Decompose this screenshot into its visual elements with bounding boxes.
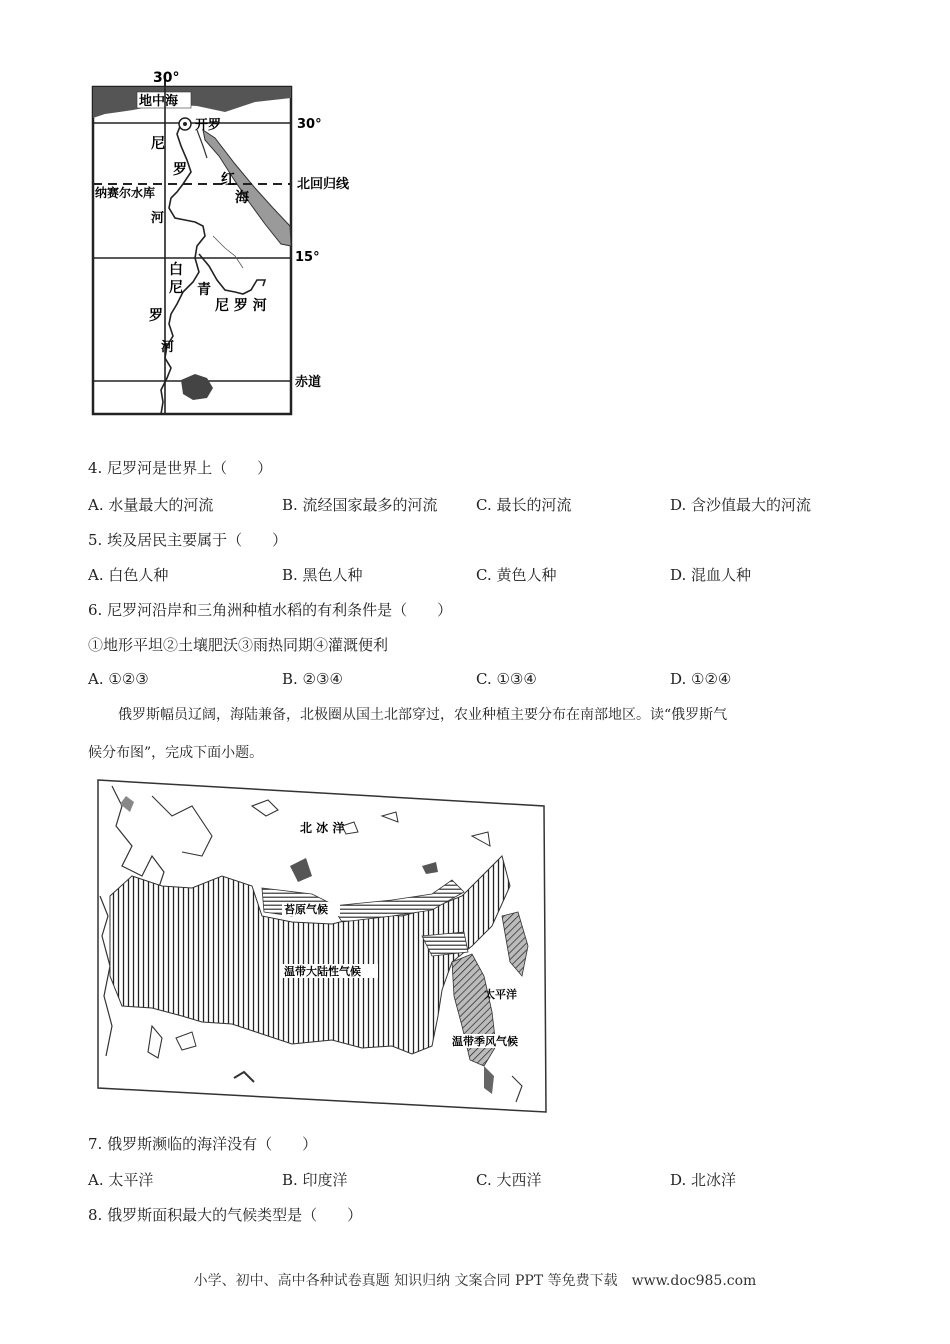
nile-label-2: 罗	[173, 162, 187, 178]
question-8-stem: 8. 俄罗斯面积最大的气候类型是（ ）	[88, 1206, 363, 1224]
tundra-label: 苔原气候	[284, 903, 328, 916]
q6-option-b[interactable]: B. ②③④	[282, 670, 343, 688]
question-7-stem: 7. 俄罗斯濒临的海洋没有（ ）	[88, 1135, 318, 1153]
q7-option-a[interactable]: A. 太平洋	[88, 1171, 154, 1189]
red-sea-label-1: 红	[221, 172, 235, 188]
intro-line-1: 俄罗斯幅员辽阔，海陆兼备，北极圈从国土北部穿过，农业种植主要分布在南部地区。读“俄罗斯气	[118, 707, 728, 723]
pacific-label: 太平洋	[484, 988, 517, 1001]
q6-option-a[interactable]: A. ①②③	[88, 670, 149, 688]
lon30-top-label: 30°	[153, 70, 180, 86]
page-footer: 小学、初中、高中各种试卷真题 知识归纳 文案合同 PPT 等免费下载 www.doc985.com	[193, 1273, 757, 1289]
q5-option-a[interactable]: A. 白色人种	[88, 566, 169, 584]
question-6-conditions: ①地形平坦②土壤肥沃③雨热同期④灌溉便利	[88, 636, 389, 654]
red-sea-label-2: 海	[235, 190, 249, 206]
q5-option-b[interactable]: B. 黑色人种	[282, 566, 363, 584]
nile-map	[85, 68, 385, 420]
question-5-stem: 5. 埃及居民主要属于（ ）	[88, 531, 288, 549]
map-frame	[93, 87, 291, 414]
question-4-stem: 4. 尼罗河是世界上（ ）	[88, 459, 273, 477]
q7-option-d[interactable]: D. 北冰洋	[670, 1171, 737, 1189]
q7-option-b[interactable]: B. 印度洋	[282, 1171, 348, 1189]
question-6-stem: 6. 尼罗河沿岸和三角洲种植水稻的有利条件是（ ）	[88, 601, 453, 619]
q4-option-b[interactable]: B. 流经国家最多的河流	[282, 496, 438, 514]
q4-option-a[interactable]: A. 水量最大的河流	[88, 496, 214, 514]
nile-label-3: 河	[151, 211, 165, 226]
lat15-label: 15°	[295, 250, 320, 265]
lat30-label: 30°	[297, 117, 322, 132]
equator-label: 赤道	[295, 375, 322, 390]
q6-option-c[interactable]: C. ①③④	[476, 670, 537, 688]
monsoon-label: 温带季风气候	[452, 1035, 518, 1048]
blue-nile-label: 青	[197, 282, 211, 298]
intro-line-2: 候分布图”，完成下面小题。	[88, 745, 264, 761]
q4-option-d[interactable]: D. 含沙值最大的河流	[670, 496, 812, 514]
tropic-label: 北回归线	[297, 177, 350, 192]
nile-label-1: 尼	[151, 136, 165, 152]
blue-nile-label-rest: 尼 罗 河	[215, 298, 267, 314]
white-nile-label-4: 河	[161, 340, 175, 355]
russia-climate-map	[92, 776, 552, 1116]
white-nile-label-1: 白	[169, 262, 183, 278]
q5-option-d[interactable]: D. 混血人种	[670, 566, 752, 584]
q6-option-d[interactable]: D. ①②④	[670, 670, 732, 688]
q5-option-c[interactable]: C. 黄色人种	[476, 566, 557, 584]
continental-label: 温带大陆性气候	[284, 965, 361, 978]
arctic-ocean-label: 北 冰 洋	[300, 821, 345, 835]
cairo-label: 开罗	[195, 118, 222, 133]
nasser-label: 纳赛尔水库	[95, 186, 156, 200]
q7-option-c[interactable]: C. 大西洋	[476, 1171, 542, 1189]
white-nile-label-3: 罗	[149, 308, 163, 324]
white-nile-label-2: 尼	[169, 280, 183, 296]
q4-option-c[interactable]: C. 最长的河流	[476, 496, 572, 514]
mediterranean-label: 地中海	[139, 94, 179, 109]
